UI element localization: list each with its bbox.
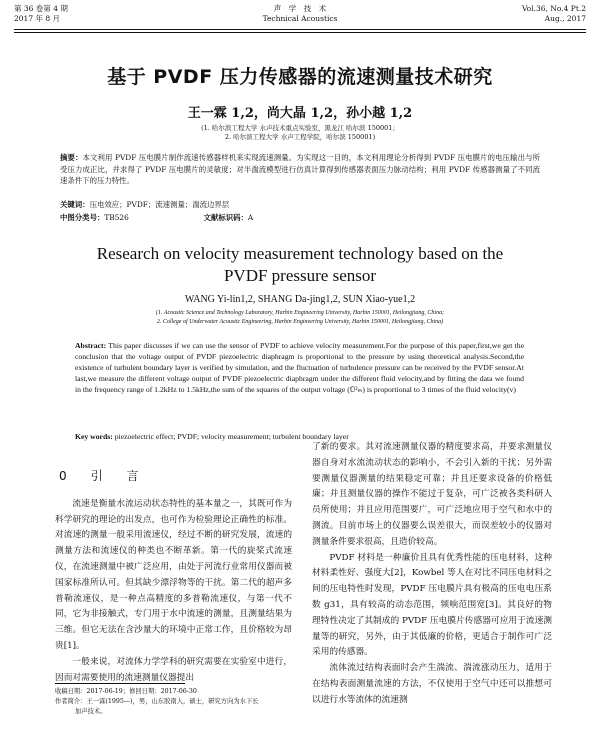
paragraph: 流速是衡量水流运动状态特性的基本量之一，其既可作为科学研究的理论的出发点，也可作为检验理论正确性的标准。对流速的测量一般采用流速仪，经过不断的研究发展，流速的测量方法和流速仪的种类也不断革新。第一代的旋桨式流速仪，在流速测量中被广泛应用，由处于河流行业常用仪器而被国家标准所认可。但其缺少漂浮物等的干扰。第二代的超声多普勒流速仪，是一种点高精度的多普勒流速仪，与第一代不同，它为非接触式，专门用于水中流速的测量，且测量结果为三维。但它无法在含沙量大的环境中正常工作，且价格较为昂贵[1]。 xyxy=(55,498,292,651)
doc-code-label: 文献标识码： xyxy=(203,213,248,222)
header-journal xyxy=(14,4,586,24)
paper-title-en xyxy=(0,243,600,287)
footnote-author: 作者简介：王一霖(1995—)，男，山东胶南人，硕士，研究方向为水下长 xyxy=(55,698,259,705)
paper-title-en-line2: PVDF pressure sensor xyxy=(223,266,377,285)
paragraph: 一般来说，对流体力学学科的研究需要在实验室中进行，因而对需要使用的流速测量仪器提出 xyxy=(55,656,292,683)
keywords-en-label: Key words: xyxy=(75,432,113,441)
authors-cn: 王一霖 1,2，尚大晶 1,2，孙小越 1,2 xyxy=(187,106,413,121)
header-date-en: Aug., 2017 xyxy=(544,14,586,23)
abstract-cn-label: 摘要： xyxy=(60,153,83,162)
header-volume-cn: 第 36 卷第 4 期 xyxy=(14,4,68,13)
paragraph: 流体流过结构表面时会产生湍流、湍流涨动压力，适用于在结构表面测量流速的方法，不仅使用于空气中还可以推想可以进行水等流体的流速测 xyxy=(312,663,552,705)
paragraph: PVDF 材料是一种廉价且具有优秀性能的压电材料，这种材料柔性好、强度大[2]，Kowbel 等人在对比不同压电材料之间的压电特性时发现，PVDF 压电膜片具有极高的压电电压系数 g31，具有较高的动态范围，频响范围宽[3]。其良好的物理特性决定了其制成的 PVDF 压电膜片传感器可应用于流速测量等的研究，另外，由于其低廉的价格，更适合于制作可广泛采用的传感器。 xyxy=(312,552,552,658)
header-rule xyxy=(14,29,586,30)
keywords-cn-label: 关键词： xyxy=(60,200,90,209)
header-journal-cn: 声 学 技 术 xyxy=(273,4,327,13)
doc-code-value: A xyxy=(247,213,254,222)
affiliation-cn-2: 2. 哈尔滨工程大学 水声工程学院，哈尔滨 150001) xyxy=(224,133,376,141)
section-heading-intro: 0 引 言 xyxy=(59,469,145,483)
paper-title-cn: 基于 PVDF 压力传感器的流速测量技术研究 xyxy=(107,66,493,88)
abstract-cn xyxy=(60,152,540,187)
paragraph: 了新的要求。其对流速测量仪器的精度要求高，并要求测量仪器自身对水流流动状态的影响小，不会引入新的干扰；另外需要测量仪器测量的结果稳定可靠；并且还要求设备的价格低廉；并且测量仪器的操作不能过于复杂，可广泛被各类科研人员所使用；并且应用范围要广，可广泛地应用于空气和水中的测流。目前市场上的仪器要么误差很大，而误差较小的仪器对测量条件要求很高，且造价较高。 xyxy=(312,442,552,547)
running-header xyxy=(14,4,586,32)
keywords-en xyxy=(75,432,349,441)
authors-en: WANG Yi-lin1,2, SHANG Da-jing1,2, SUN Xiao-yue1,2 xyxy=(184,294,416,305)
paper-title-en-line1: Research on velocity measurement technology based on the xyxy=(96,244,504,263)
keywords-cn-text: 压电效应；PVDF；流速测量；湍流边界层 xyxy=(89,200,230,209)
clc-value: TB526 xyxy=(104,213,129,222)
body-right-column xyxy=(312,440,552,709)
footnote-rule xyxy=(55,683,185,684)
classification-cn xyxy=(60,212,253,223)
header-journal-en: Technical Acoustics xyxy=(262,14,338,23)
header-volume-en-line: Vol.36, No.4 Pt.2 xyxy=(521,4,586,13)
footnote-received: 收稿日期：2017-06-19；修回日期：2017-06-30 xyxy=(55,688,197,695)
header-rule-thin xyxy=(14,32,586,33)
affiliation-cn-1: (1. 哈尔滨工程大学 水声技术重点实验室，黑龙江 哈尔滨 150001； xyxy=(201,124,399,132)
keywords-cn xyxy=(60,199,229,210)
clc-label: 中图分类号： xyxy=(60,213,105,222)
abstract-en xyxy=(75,340,524,395)
header-date-cn: 2017 年 8 月 xyxy=(14,14,61,23)
abstract-en-text: This paper discusses if we can use the sensor of PVDF to achieve velocity measurement.For the purpose of this paper,first,we get the conclusion that the voltage output of PVDF piezoelectric diaphragm is proportional to the pressure by using theoretical analysis.Second,the existence of turbulent boundary layer is verified by simulation, and the fluctuation of turbulence pressure can be received by the PVDF sensor.At last,we measure the different voltage output of PVDF piezoelectric diaphragm under the different fluid velocity,and by fitting the data we found in the frequency range of 1.2kHz to 1.5kHz,the sum of the squares of the output voltage (Ū²ₘ) is proportional to 3 times of the fluid velocity(v) xyxy=(75,341,524,394)
footnote-author-cont: 加声技术。 xyxy=(75,708,107,715)
keywords-en-text: piezoelectric effect; PVDF; velocity measurement; turbulent boundary layer xyxy=(114,432,349,441)
body-left-column xyxy=(55,455,292,686)
affiliation-en-2: 2. College of Underwater Acoustic Engineering, Harbin Engineering University, Harbin 150001, Heilongjiang, China) xyxy=(156,319,444,325)
abstract-cn-text: 本文利用 PVDF 压电膜片制作流速传感器样机来实现流速测量。为实现这一目的，本文利用理论分析得到 PVDF 压电膜片的电压输出与所受压力成正比，并求得了 PVDF 压电膜片的灵敏度；对半湍流模型进行仿真计算得到传感器表面压力脉动结构；利用 PVDF 传感器测量了不同流速条件下的压力特性。 xyxy=(60,153,540,185)
abstract-en-label: Abstract: xyxy=(75,341,107,350)
affiliation-en-1: (1. Acoustic Science and Technology Laboratory, Harbin Engineering University, Harbin 150001, Heilongjiang, China; xyxy=(155,310,445,316)
header-volume-en xyxy=(522,4,586,24)
